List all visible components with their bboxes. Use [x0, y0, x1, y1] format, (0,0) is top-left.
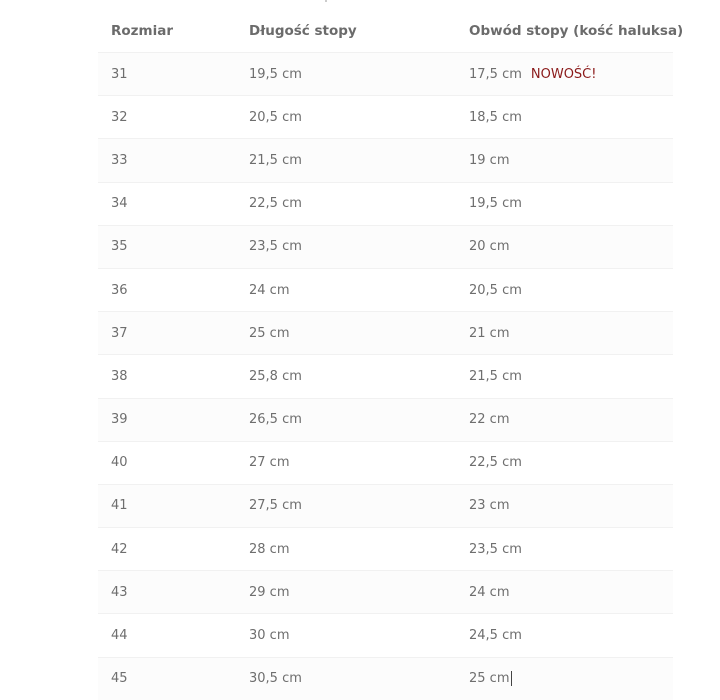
top-edge-mark [325, 0, 327, 2]
table-row [98, 441, 673, 484]
table-row [98, 398, 673, 441]
cell-foot-length: 19,5 cm [236, 53, 456, 96]
cell-foot-girth: 20,5 cm [456, 268, 673, 311]
cell-size: 37 [98, 312, 236, 355]
table-header-row [98, 10, 673, 53]
new-badge: NOWOŚĆ! [530, 66, 597, 82]
cell-foot-girth: 22,5 cm [456, 441, 673, 484]
cell-foot-girth: 21,5 cm [456, 355, 673, 398]
cell-foot-length: 27 cm [236, 441, 456, 484]
cell-foot-length: 29 cm [236, 571, 456, 614]
cell-foot-girth: 19 cm [456, 139, 673, 182]
cell-foot-length: 22,5 cm [236, 182, 456, 225]
table-row [98, 657, 673, 700]
table-row [98, 96, 673, 139]
cell-size: 33 [98, 139, 236, 182]
cell-size: 31 [98, 53, 236, 96]
text-cursor [511, 671, 512, 686]
cell-foot-girth [456, 53, 673, 96]
cell-foot-girth: 24 cm [456, 571, 673, 614]
table-row [98, 571, 673, 614]
cell-size: 39 [98, 398, 236, 441]
table-row [98, 182, 673, 225]
cell-size: 42 [98, 528, 236, 571]
table-row [98, 53, 673, 96]
cell-foot-length: 20,5 cm [236, 96, 456, 139]
cell-foot-girth[interactable] [456, 657, 673, 700]
cell-foot-length: 30,5 cm [236, 657, 456, 700]
size-chart-table [98, 10, 684, 700]
cell-foot-girth: 23 cm [456, 484, 673, 527]
cell-foot-length: 23,5 cm [236, 225, 456, 268]
cell-foot-length: 24 cm [236, 268, 456, 311]
header-size: Rozmiar [98, 10, 236, 53]
cell-foot-length: 28 cm [236, 528, 456, 571]
cell-foot-girth: 19,5 cm [456, 182, 673, 225]
cell-foot-girth: 22 cm [456, 398, 673, 441]
cell-foot-girth: 18,5 cm [456, 96, 673, 139]
header-foot-girth: Obwód stopy (kość haluksa) [456, 10, 673, 53]
cell-foot-length: 30 cm [236, 614, 456, 657]
header-foot-length: Długość stopy [236, 10, 456, 53]
table-row [98, 484, 673, 527]
cell-size: 40 [98, 441, 236, 484]
cell-size: 45 [98, 657, 236, 700]
table-row [98, 355, 673, 398]
cell-foot-girth-value: 17,5 cm [469, 66, 522, 82]
cell-size: 38 [98, 355, 236, 398]
cell-foot-girth: 23,5 cm [456, 528, 673, 571]
cell-size: 35 [98, 225, 236, 268]
cell-size: 44 [98, 614, 236, 657]
cell-foot-length: 21,5 cm [236, 139, 456, 182]
cell-foot-girth-value: 25 cm [469, 671, 510, 687]
table-row [98, 225, 673, 268]
table-row [98, 268, 673, 311]
cell-foot-girth: 20 cm [456, 225, 673, 268]
table-row [98, 139, 673, 182]
cell-foot-length: 27,5 cm [236, 484, 456, 527]
table-body [98, 53, 673, 700]
cell-foot-girth: 21 cm [456, 312, 673, 355]
table-row [98, 312, 673, 355]
cell-foot-length: 25 cm [236, 312, 456, 355]
cell-foot-length: 25,8 cm [236, 355, 456, 398]
cell-size: 32 [98, 96, 236, 139]
cell-size: 43 [98, 571, 236, 614]
cell-size: 34 [98, 182, 236, 225]
table-row [98, 614, 673, 657]
cell-foot-girth: 24,5 cm [456, 614, 673, 657]
cell-size: 36 [98, 268, 236, 311]
cell-size: 41 [98, 484, 236, 527]
cell-foot-length: 26,5 cm [236, 398, 456, 441]
table-row [98, 528, 673, 571]
